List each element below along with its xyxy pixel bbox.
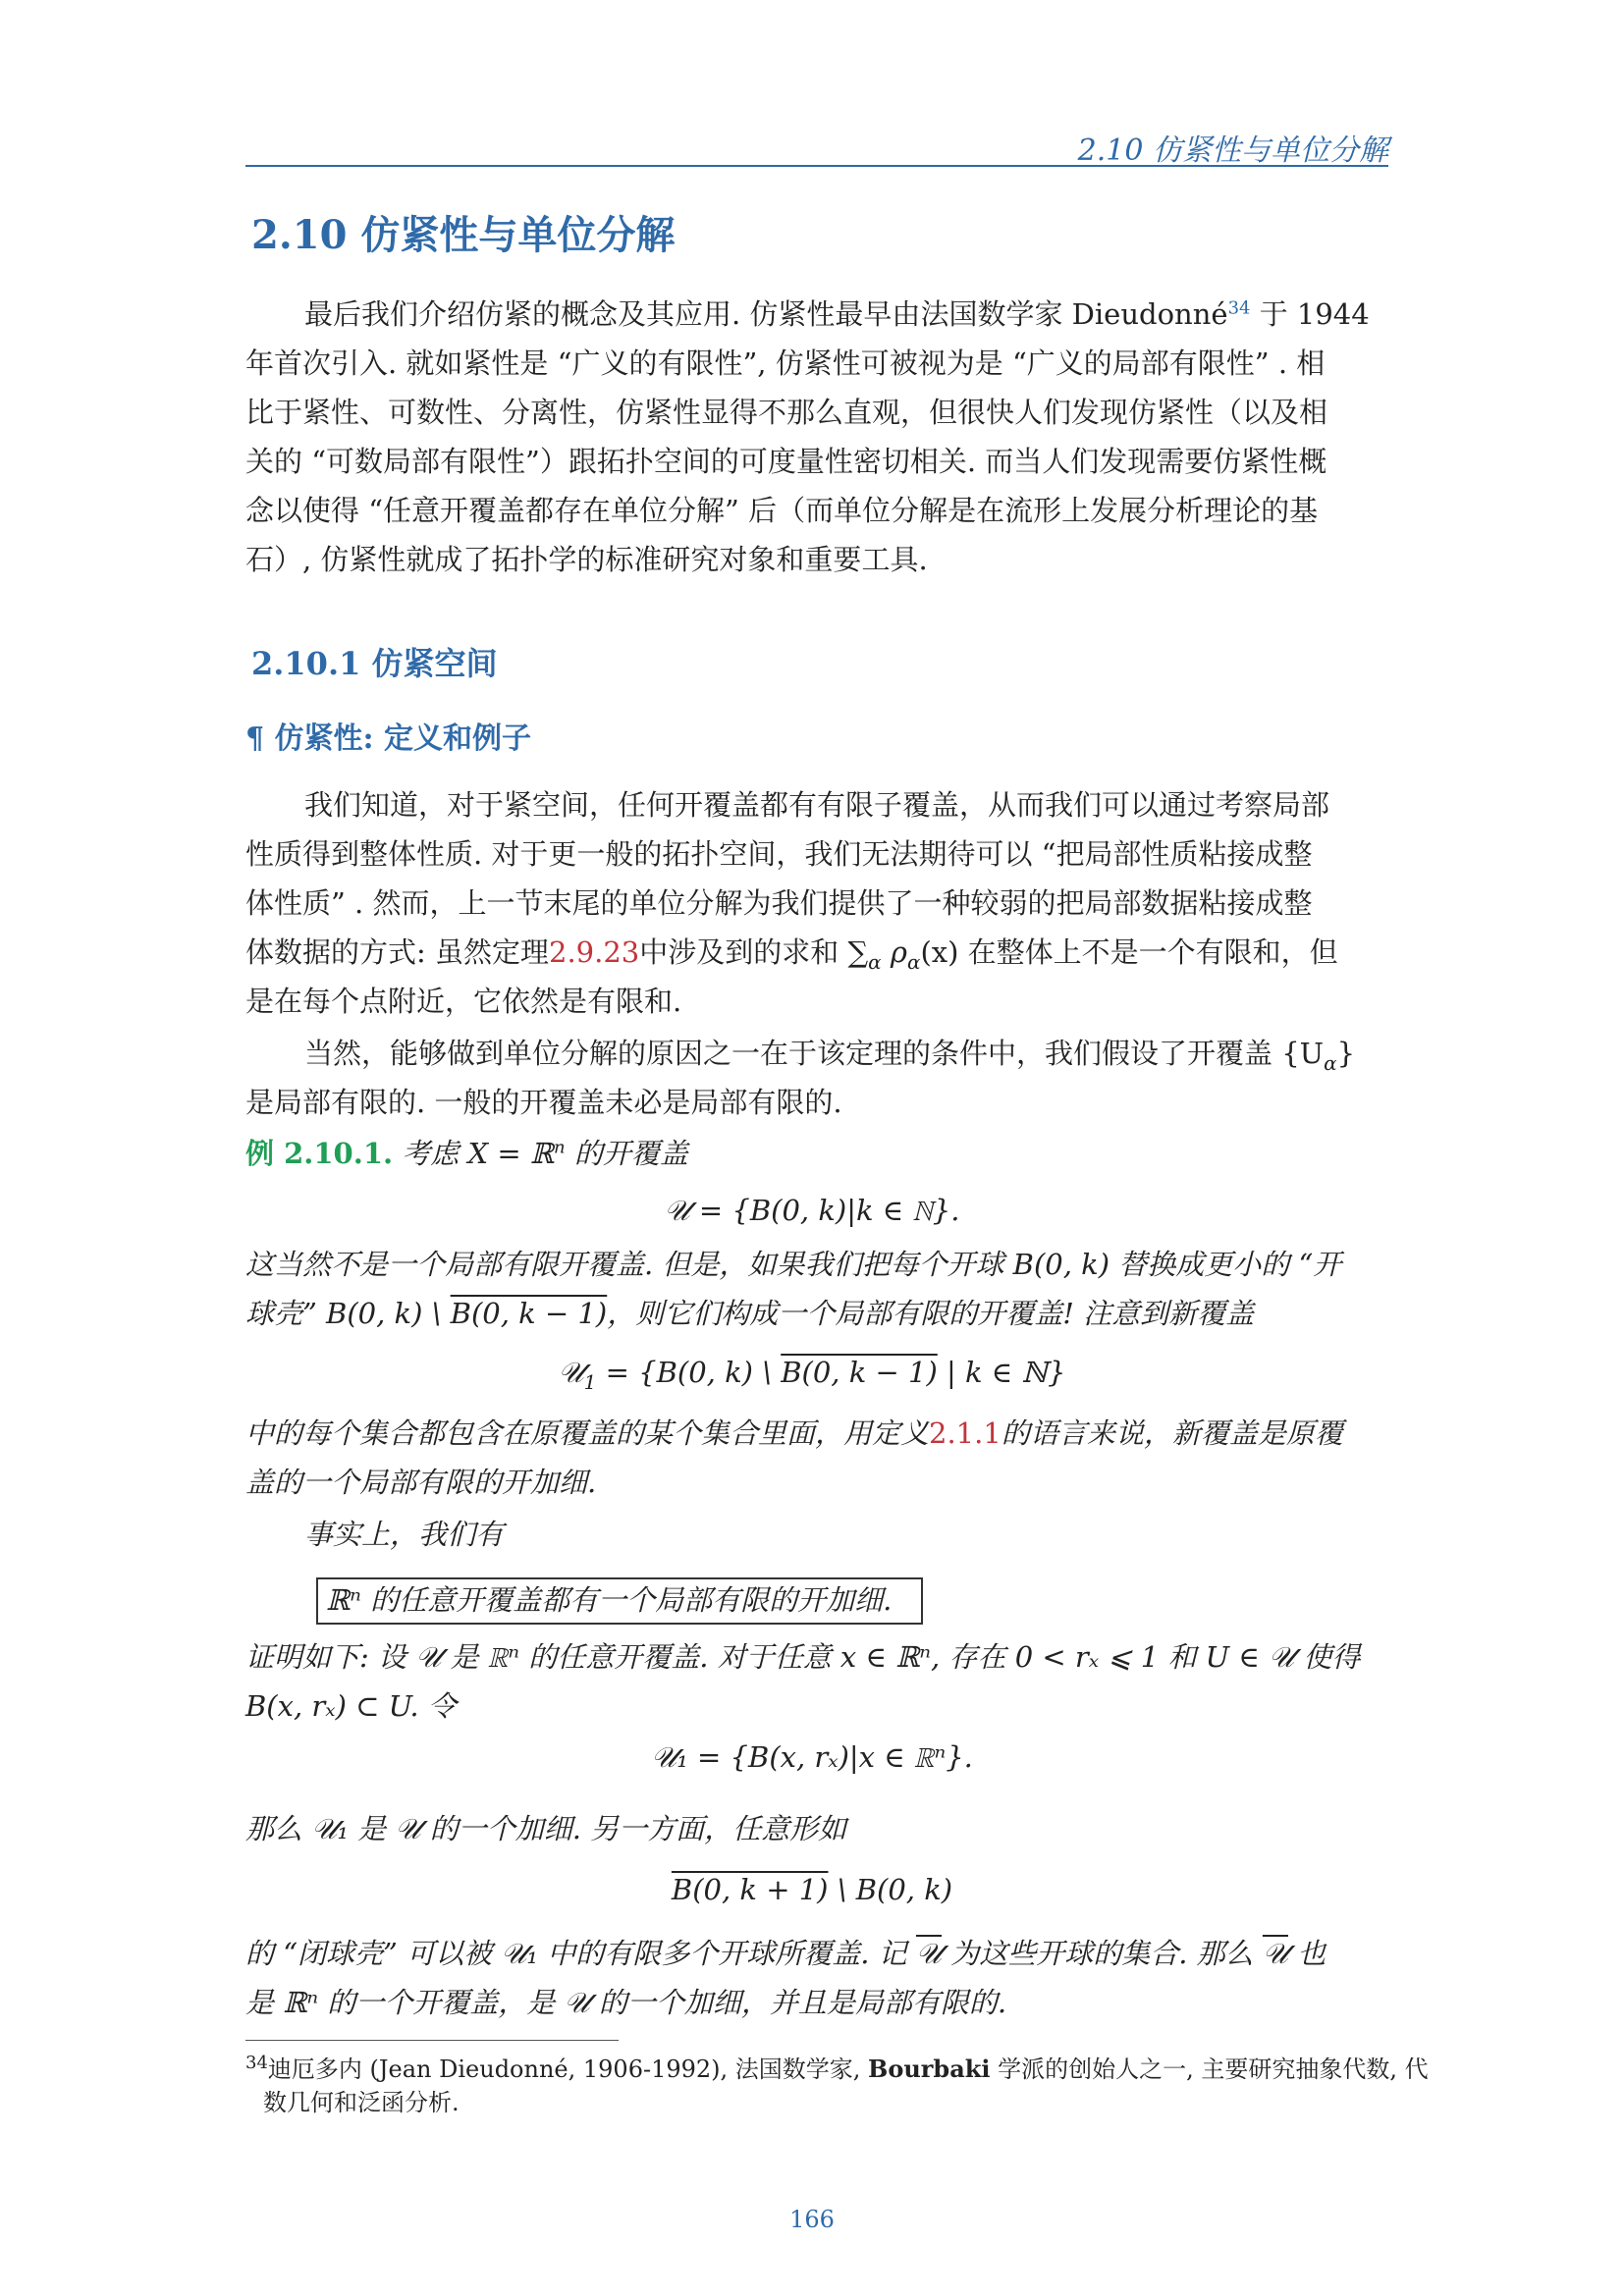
- eq2-d: | k ∈ ℕ}: [937, 1356, 1066, 1389]
- proof-line-4: [245, 1934, 1326, 1973]
- body-p2-line-2: 是局部有限的. 一般的开覆盖未必是局部有限的.: [245, 1086, 842, 1119]
- example-line-2-a: 球壳” B(0, k) \: [245, 1297, 451, 1330]
- equation-1: 𝒰 = {B(0, k)|k ∈ ℕ}.: [664, 1194, 960, 1227]
- intro-line-4: 关的 “可数局部有限性”）跟拓扑空间的可度量性密切相关. 而当人们发现需要仿紧性概: [245, 445, 1327, 478]
- body-p1-line-4: [245, 933, 1338, 982]
- footnote-rule: [245, 2040, 619, 2041]
- proof-line-4-c: 也: [1288, 1937, 1326, 1970]
- tilde-U-1: 𝒰: [915, 1937, 943, 1970]
- rho-symbol: ρ: [881, 935, 907, 969]
- body-p1-line-3: 体性质” . 然而，上一节末尾的单位分解为我们提供了一种较弱的把局部数据粘接成整: [245, 886, 1313, 920]
- closed-ball-overline: B(0, k − 1): [450, 1297, 608, 1330]
- example-intro-text: 考虑 X = ℝ: [402, 1137, 555, 1170]
- example-line-5: 事实上，我们有: [304, 1518, 505, 1551]
- footnote-bourbaki: Bourbaki: [868, 2055, 991, 2083]
- footnote-line-1: [245, 2054, 1429, 2085]
- example-label: 例 2.10.1.: [245, 1137, 394, 1170]
- example-line-1: 这当然不是一个局部有限开覆盖. 但是，如果我们把每个开球 B(0, k) 替换成更小的 “开: [245, 1248, 1342, 1281]
- subsection-title: 2.10.1 仿紧空间: [251, 645, 498, 682]
- intro-line-5: 念以使得 “任意开覆盖都存在单位分解” 后（而单位分解是在流形上发展分析理论的基: [245, 494, 1319, 527]
- footnote-l1-b: 学派的创始人之一, 主要研究抽象代数, 代: [990, 2056, 1429, 2083]
- example-line-4: 盖的一个局部有限的开加细.: [245, 1466, 597, 1499]
- intro-line-3: 比于紧性、可数性、分离性，仿紧性显得不那么直观，但很快人们发现仿紧性（以及相: [245, 396, 1328, 429]
- proof-line-1: 证明如下: 设 𝒰 是 ℝⁿ 的任意开覆盖. 对于任意 x ∈ ℝⁿ, 存在 0 < rₓ ⩽ 1 和 U ∈ 𝒰 使得: [245, 1640, 1361, 1674]
- eq2-a: 𝒰: [558, 1356, 584, 1389]
- intro-line-2: 年首次引入. 就如紧性是 “广义的有限性”, 仿紧性可被视为是 “广义的局部有限性” . 相: [245, 347, 1326, 380]
- paragraph-heading: ¶ 仿紧性: 定义和例子: [245, 721, 532, 756]
- proof-line-4-b: 为这些开球的集合. 那么: [942, 1937, 1263, 1970]
- body-p1-l4-a: 体数据的方式: 虽然定理: [245, 935, 549, 969]
- proof-line-2: B(x, rₓ) ⊂ U. 令: [245, 1689, 457, 1723]
- running-header: 2.10 仿紧性与单位分解: [1077, 133, 1388, 168]
- equation-2: [0, 1353, 1624, 1402]
- body-p1-l4-b: 中涉及到的求和 ∑: [639, 935, 869, 969]
- body-p2-line-1: [304, 1034, 1355, 1083]
- intro-line-1-tail: 于 1944: [1259, 297, 1370, 331]
- example-line-3-b: 的语言来说，新覆盖是原覆: [1001, 1416, 1343, 1450]
- footnote-line-2: 数几何和泛函分析.: [263, 2089, 460, 2116]
- body-p2-l1-text: 当然，能够做到单位分解的原因之一在于该定理的条件中，我们假设了开覆盖 {U: [304, 1037, 1325, 1070]
- proof-line-3: 那么 𝒰₁ 是 𝒰 的一个加细. 另一方面，任意形如: [245, 1812, 847, 1845]
- body-p1-line-1: 我们知道，对于紧空间，任何开覆盖都有有限子覆盖，从而我们可以通过考察局部: [304, 788, 1330, 822]
- equation-4: [0, 1870, 1624, 1909]
- cover-subscript: α: [1324, 1050, 1337, 1075]
- proof-line-4-a: 的 “闭球壳” 可以被 𝒰₁ 中的有限多个开球所覆盖. 记: [245, 1937, 916, 1970]
- eq2-overline: B(0, k − 1): [781, 1356, 938, 1389]
- body-p1-line-2: 性质得到整体性质. 对于更一般的拓扑空间，我们无法期待可以 “把局部性质粘接成整: [245, 837, 1313, 871]
- proof-line-5: 是 ℝⁿ 的一个开覆盖，是 𝒰 的一个加细，并且是局部有限的.: [245, 1986, 1007, 2019]
- theorem-ref-link[interactable]: 2.9.23: [549, 935, 640, 969]
- example-line-3: [245, 1414, 1343, 1453]
- intro-line-6: 石）, 仿紧性就成了拓扑学的标准研究对象和重要工具.: [245, 543, 928, 576]
- footnote-ref-34[interactable]: 34: [1227, 297, 1251, 319]
- example-intro: [245, 1134, 688, 1173]
- equation-3: 𝒰₁ = {B(x, rₓ)|x ∈ ℝⁿ}.: [651, 1740, 973, 1774]
- footnote-l1-a: 迪厄多内 (Jean Dieudonné, 1906-1992), 法国数学家,: [267, 2056, 869, 2083]
- footnote-mark: 34: [245, 2053, 268, 2073]
- header-rule: [245, 165, 1388, 167]
- body-p1-l4-d: (x) 在整体上不是一个有限和，但: [920, 935, 1338, 969]
- intro-line-1-text: 最后我们介绍仿紧的概念及其应用. 仿紧性最早由法国数学家 Dieudonné: [304, 297, 1228, 331]
- page-number: 166: [789, 2206, 835, 2233]
- body-p1-line-5: 是在每个点附近，它依然是有限和.: [245, 985, 682, 1018]
- intro-line-1: [304, 294, 1370, 334]
- example-line-2-c: ，则它们构成一个局部有限的开覆盖! 注意到新覆盖: [607, 1297, 1255, 1330]
- body-p2-l1-close: }: [1336, 1037, 1356, 1070]
- boxed-statement: ℝⁿ 的任意开覆盖都有一个局部有限的开加细.: [326, 1583, 893, 1617]
- eq2-sub: 1: [583, 1369, 597, 1394]
- eq4-b: \ B(0, k): [828, 1873, 953, 1906]
- section-title: 2.10 仿紧性与单位分解: [251, 212, 676, 258]
- definition-ref-link[interactable]: 2.1.1: [929, 1416, 1001, 1450]
- example-line-3-a: 中的每个集合都包含在原覆盖的某个集合里面，用定义: [245, 1416, 930, 1450]
- example-intro-tail: 的开覆盖: [565, 1137, 688, 1170]
- rho-subscript: α: [906, 949, 921, 974]
- sum-subscript: α: [868, 949, 882, 974]
- tilde-U-2: 𝒰: [1262, 1937, 1288, 1970]
- example-intro-sup: n: [554, 1137, 566, 1158]
- eq2-b: = {B(0, k) \: [596, 1356, 782, 1389]
- example-line-2: [245, 1294, 1254, 1333]
- eq4-overline: B(0, k + 1): [671, 1873, 829, 1906]
